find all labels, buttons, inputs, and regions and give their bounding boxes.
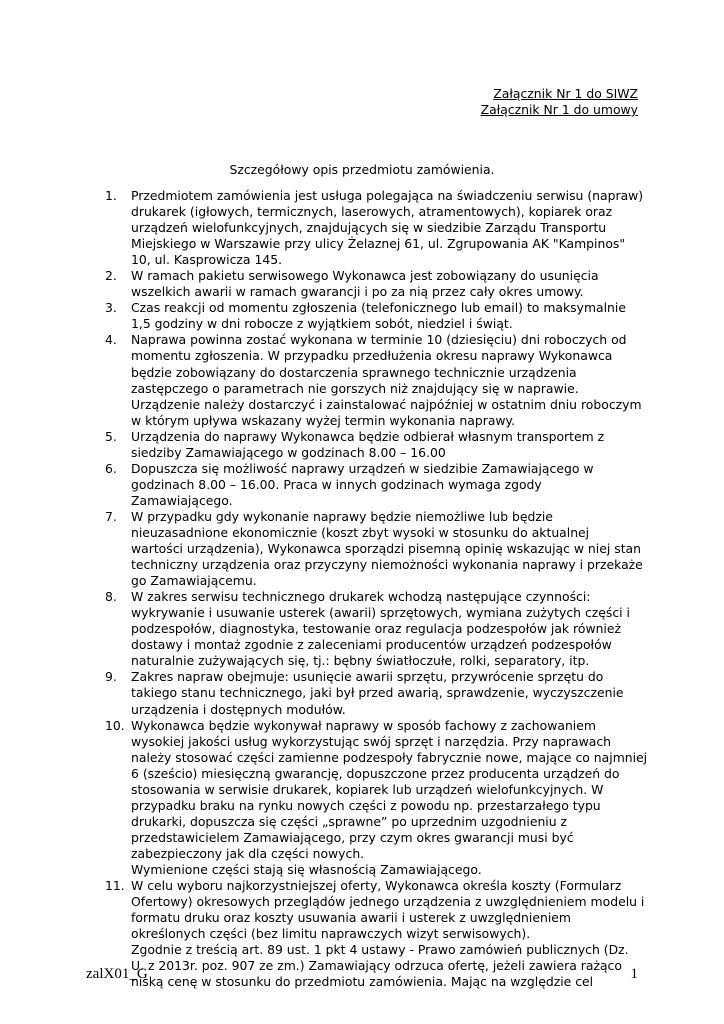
list-item-line: należy stosować części zamienne podzespoły fabrycznie nowe, mające co najmniej	[131, 749, 648, 765]
list-item-line: W ramach pakietu serwisowego Wykonawca jest zobowiązany do usunięcia	[131, 268, 599, 284]
list-item	[105, 268, 653, 300]
list-item-line: 1,5 godziny w dni robocze z wyjątkiem sobót, niedziel i świąt.	[131, 316, 513, 332]
list-item-line: drukarek (igłowych, termicznych, laserowych, atramentowych), kopiarek oraz	[131, 204, 613, 220]
list-item	[105, 188, 653, 268]
list-item-line: Urządzenie należy dostarczyć i zainstalować najpóźniej w ostatnim dniu roboczym	[131, 396, 642, 412]
list-item-line: godzinach 8.00 – 16.00. Praca w innych godzinach wymaga zgody	[131, 476, 542, 492]
list-item-number: 9.	[105, 669, 117, 685]
list-item-number: 10.	[105, 717, 125, 733]
requirements-list	[105, 188, 653, 990]
list-item-line: wartości urządzenia), Wykonawca sporządzi pisemną opinię wskazując w niej stan	[131, 541, 641, 557]
list-item-line: Naprawa powinna zostać wykonana w terminie 10 (dziesięciu) dni roboczych od	[131, 332, 627, 348]
list-item-line: nieuzasadnione ekonomicznie (koszt zbyt wysoki w stosunku do aktualnej	[131, 524, 590, 540]
footer-code: zalX01_G	[86, 966, 148, 982]
list-item-line: Dopuszcza się możliwość naprawy urządzeń w siedzibie Zamawiającego w	[131, 460, 594, 476]
list-item-line: takiego stanu technicznego, jaki był przed awarią, sprawdzenie, wyczyszczenie	[131, 685, 624, 701]
list-item-line: wysokiej jakości usług wykorzystując swój sprzęt i narzędzia. Przy naprawach	[131, 733, 612, 749]
attachment-umowy: Załącznik Nr 1 do umowy	[480, 102, 638, 117]
list-item-line: Wykonawca będzie wykonywał naprawy w sposób fachowy z zachowaniem	[131, 717, 596, 733]
list-item	[105, 878, 653, 990]
list-item	[105, 509, 653, 589]
page-number: 1	[630, 966, 638, 982]
list-item-line: momentu zgłoszenia. W przypadku przedłużenia okresu naprawy Wykonawca	[131, 348, 613, 364]
list-item-number: 4.	[105, 332, 117, 348]
list-item-line: formatu druku oraz koszty usuwania awarii i usterek z uwzględnieniem	[131, 910, 571, 926]
list-item-line: Miejskiego w Warszawie przy ulicy Żelaznej 61, ul. Zgrupowania AK "Kampinos"	[131, 236, 626, 252]
list-item-line: Wymienione części stają się własnością Zamawiającego.	[131, 861, 482, 877]
list-item	[105, 589, 653, 669]
list-item-line: przypadku braku na rynku nowych części z powodu np. przestarzałego typu	[131, 797, 601, 813]
list-item-line: naturalnie zużywających się, tj.: bębny światłoczułe, rolki, separatory, itp.	[131, 653, 590, 669]
list-item-line: W przypadku gdy wykonanie naprawy będzie niemożliwe lub będzie	[131, 508, 553, 524]
list-item-line: wykrywanie i usuwanie usterek (awarii) sprzętowych, wymiana zużytych części i	[131, 605, 631, 621]
list-item-line: siedziby Zamawiającego w godzinach 8.00 – 16.00	[131, 444, 446, 460]
list-item-line: Urządzenia do naprawy Wykonawca będzie odbierał własnym transportem z	[131, 428, 605, 444]
list-item-line: Ofertowy) okresowych przeglądów jednego urządzenia z uwzględnieniem modelu i	[131, 894, 645, 910]
attachment-header	[481, 86, 638, 118]
list-item-line: wszelkich awarii w ramach gwarancji i po za nią przez cały okres umowy.	[131, 284, 584, 300]
list-item-line: techniczny urządzenia oraz przyczyny niemożności wykonania naprawy i przekaże	[131, 557, 643, 573]
list-item-number: 2.	[105, 268, 117, 284]
list-item-line: 10, ul. Kasprowicza 145.	[131, 252, 283, 268]
list-item-line: W celu wyboru najkorzystniejszej oferty, Wykonawca określa koszty (Formularz	[131, 878, 622, 894]
list-item-number: 8.	[105, 589, 117, 605]
list-item-line: go Zamawiającemu.	[131, 573, 257, 589]
list-item	[105, 429, 653, 461]
list-item-line: W zakres serwisu technicznego drukarek wchodzą następujące czynności:	[131, 589, 591, 605]
list-item-line: Zakres napraw obejmuje: usunięcie awarii sprzętu, przywrócenie sprzętu do	[131, 669, 604, 685]
list-item-line: drukarki, dopuszcza się części „sprawne” po uprzednim uzgodnieniu z	[131, 813, 568, 829]
list-item	[105, 332, 653, 428]
list-item	[105, 669, 653, 717]
list-item-line: w którym upływa wskazany wyżej termin wykonania naprawy.	[131, 412, 516, 428]
list-item-line: Przedmiotem zamówienia jest usługa polegająca na świadczeniu serwisu (napraw)	[131, 188, 644, 203]
list-item-number: 5.	[105, 428, 117, 444]
list-item-number: 6.	[105, 460, 117, 476]
list-item-line: zastępczego o parametrach nie gorszych niż znajdujący się w naprawie.	[131, 380, 579, 396]
list-item	[105, 718, 653, 878]
attachment-siwz: Załącznik Nr 1 do SIWZ	[493, 86, 638, 101]
list-item	[105, 300, 653, 332]
list-item-line: podzespołów, diagnostyka, testowanie oraz regulacja podzespołów jak również	[131, 621, 622, 637]
list-item-line: U. z 2013r. poz. 907 ze zm.) Zamawiający odrzuca ofertę, jeżeli zawiera rażąco	[131, 958, 622, 974]
list-item-line: zabezpieczony jak dla części nowych.	[131, 845, 365, 861]
list-item-line: urządzeń wielofunkcyjnych, znajdujących się w siedzibie Zarządu Transportu	[131, 220, 607, 236]
list-item-line: 6 (sześcio) miesięczną gwarancję, dopuszczone przez producenta urządzeń do	[131, 765, 620, 781]
document-title: Szczegółowy opis przedmiotu zamówienia.	[229, 162, 495, 177]
list-item-line: Zamawiającego.	[131, 492, 233, 508]
list-item-number: 7.	[105, 508, 117, 524]
list-item-line: będzie zobowiązany do dostarczenia sprawnego technicznie urządzenia	[131, 364, 577, 380]
list-item-line: stosowania w serwisie drukarek, kopiarek lub urządzeń wielofunkcyjnych. W	[131, 781, 604, 797]
list-item-line: niską cenę w stosunku do przedmiotu zamówienia. Mając na względzie cel	[131, 974, 594, 990]
list-item-number: 1.	[105, 188, 117, 203]
list-item-number: 3.	[105, 300, 117, 316]
list-item-line: Czas reakcji od momentu zgłoszenia (telefonicznego lub email) to maksymalnie	[131, 300, 626, 316]
list-item-line: przedstawicielem Zamawiającego, przy czym okres gwarancji musi być	[131, 829, 574, 845]
list-item-line: urządzenia i dostępnych modułów.	[131, 701, 346, 717]
list-item	[105, 461, 653, 509]
list-item-number: 11.	[105, 878, 125, 894]
list-item-line: dostawy i montaż zgodnie z zaleceniami producentów urządzeń podzespołów	[131, 637, 612, 653]
list-item-line: określonych części (bez limitu naprawczych wizyt serwisowych).	[131, 926, 531, 942]
list-item-line: Zgodnie z treścią art. 89 ust. 1 pkt 4 ustawy - Prawo zamówień publicznych (Dz.	[131, 942, 629, 958]
